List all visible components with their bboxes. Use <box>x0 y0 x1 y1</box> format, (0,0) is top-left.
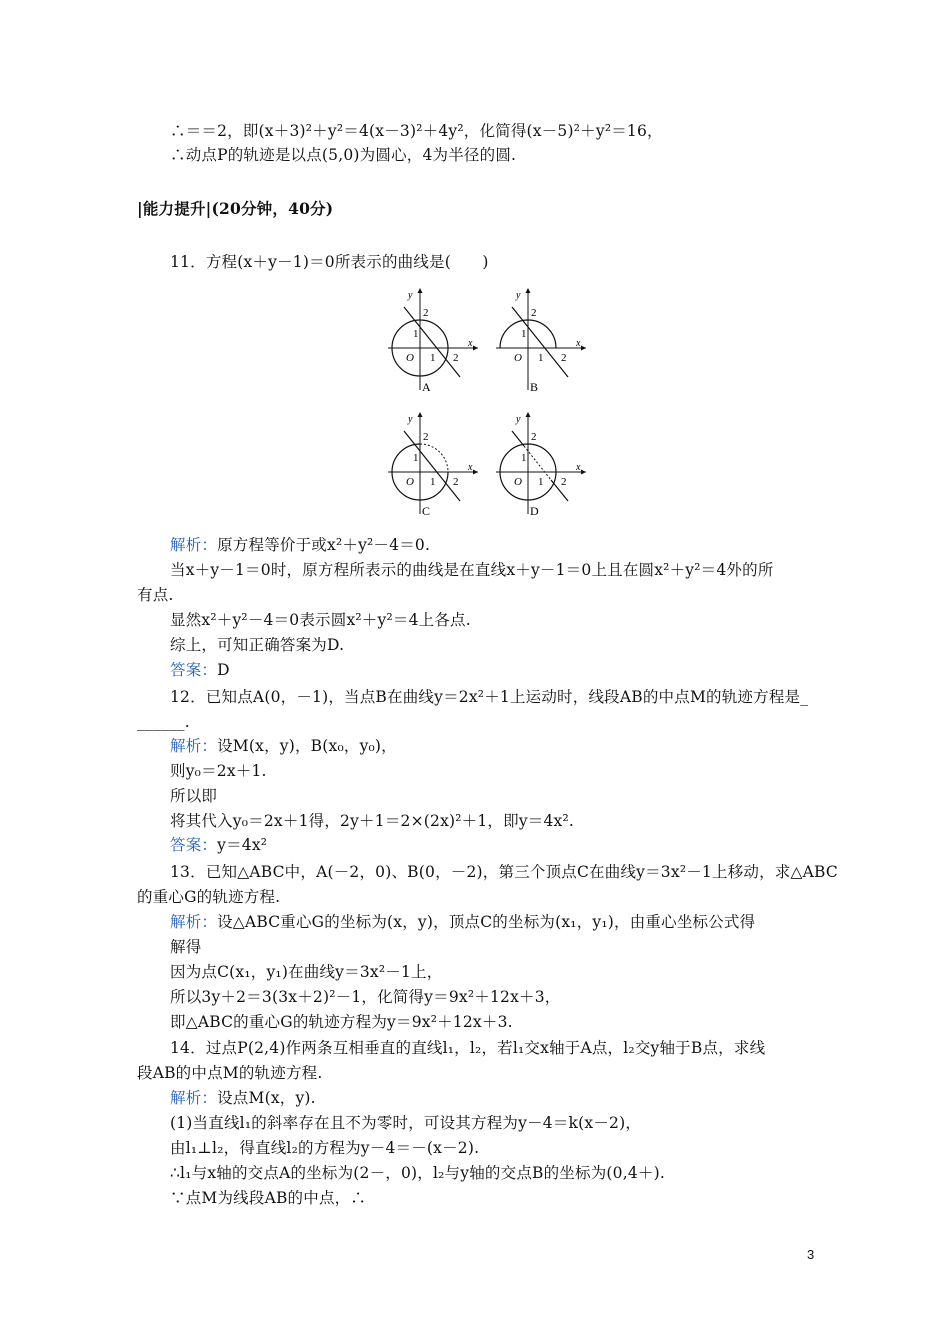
solution-label: 解析： <box>170 1089 218 1107</box>
text-line: ______. <box>137 713 190 731</box>
option-d-graph <box>496 412 586 518</box>
option-a-graph <box>388 288 478 394</box>
option-c-graph <box>388 412 478 518</box>
tick-label: 2 <box>531 307 537 319</box>
text-line: 显然x²＋y²－4＝0表示圆x²＋y²＝4上各点. <box>170 611 471 629</box>
answer-text: D <box>217 661 230 679</box>
text-line: ∵点M为线段AB的中点，∴ <box>170 1189 367 1207</box>
option-label: A <box>422 380 431 394</box>
tick-label: 2 <box>531 431 537 443</box>
axis-x-label: x <box>576 462 581 473</box>
solution-label: 解析： <box>170 913 218 931</box>
solution-text: 设点M(x，y). <box>217 1089 316 1107</box>
answer-label: 答案： <box>170 661 218 679</box>
origin-label: O <box>514 352 522 364</box>
tick-label: 2 <box>561 476 567 488</box>
answer-text: y＝4x² <box>217 836 268 854</box>
tick-label: 1 <box>430 352 436 364</box>
tick-label: 1 <box>521 328 527 340</box>
solution-line <box>170 534 430 556</box>
option-label: C <box>422 504 431 518</box>
text-line: (1)当直线l₁的斜率存在且不为零时，可设其方程为y－4＝k(x－2)， <box>170 1114 642 1132</box>
tick-label: 1 <box>413 328 419 340</box>
origin-label: O <box>406 352 414 364</box>
solution-label: 解析： <box>170 737 218 755</box>
solution-text: 设△ABC重心G的坐标为(x，y)，顶点C的坐标为(x₁，y₁)，由重心坐标公式得 <box>217 913 756 931</box>
text-line: 因为点C(x₁，y₁)在曲线y＝3x²－1上， <box>170 963 443 981</box>
axis-y-label: y <box>408 290 413 301</box>
text-line: 所以3y＋2＝3(3x＋2)²－1，化简得y＝9x²＋12x＋3， <box>170 988 561 1006</box>
text-line: ∴＝＝2，即(x＋3)²＋y²＝4(x－3)²＋4y²，化简得(x－5)²＋y²＝16， <box>170 122 663 140</box>
tick-label: 1 <box>413 452 419 464</box>
axis-x-label: x <box>468 462 473 473</box>
text-line: 则y₀＝2x＋1. <box>170 762 267 780</box>
tick-label: 1 <box>521 452 527 464</box>
option-label: B <box>530 380 539 394</box>
tick-label: 1 <box>538 476 544 488</box>
axis-y-label: y <box>516 290 521 301</box>
question-13: 13．已知△ABC中，A(－2，0)、B(0，－2)，第三个顶点C在曲线y＝3x²－1上移动，求△ABC <box>170 863 838 881</box>
solution-line <box>170 1087 316 1109</box>
question-14: 14．过点P(2,4)作两条互相垂直的直线l₁，l₂，若l₁交x轴于A点，l₂交y轴于B点，求线 <box>170 1039 766 1057</box>
solution-label: 解析： <box>170 536 218 554</box>
q11-options-figure <box>380 285 590 520</box>
tick-label: 2 <box>561 352 567 364</box>
text-line: 所以即 <box>170 787 218 805</box>
solution-text: 设M(x，y)，B(x₀，y₀)， <box>217 737 397 755</box>
text-line: 解得 <box>170 938 202 956</box>
answer-label: 答案： <box>170 836 218 854</box>
axis-y-label: y <box>516 414 521 425</box>
question-11: 11．方程(x＋y－1)＝0所表示的曲线是( ) <box>170 253 489 271</box>
solution-line <box>170 735 397 757</box>
text-line: ∴l₁与x轴的交点A的坐标为(2－，0)，l₂与y轴的交点B的坐标为(0,4＋). <box>170 1164 665 1182</box>
axis-y-label: y <box>408 414 413 425</box>
text-line: 将其代入y₀＝2x＋1得，2y＋1＝2×(2x)²＋1，即y＝4x². <box>170 812 575 830</box>
text-line: 有点. <box>137 586 174 604</box>
axis-x-label: x <box>468 338 473 349</box>
origin-label: O <box>514 476 522 488</box>
option-label: D <box>530 504 539 518</box>
tick-label: 1 <box>538 352 544 364</box>
tick-label: 2 <box>423 307 429 319</box>
answer-line <box>170 834 267 856</box>
tick-label: 2 <box>453 352 459 364</box>
text-line: 当x＋y－1＝0时，原方程所表示的曲线是在直线x＋y－1＝0上且在圆x²＋y²＝4外的所 <box>170 561 774 579</box>
origin-label: O <box>406 476 414 488</box>
section-heading: |能力提升|(20分钟，40分) <box>137 199 334 218</box>
text-line: 段AB的中点M的轨迹方程. <box>137 1064 323 1082</box>
solution-text: 原方程等价于或x²＋y²－4＝0. <box>217 536 431 554</box>
option-b-graph <box>496 288 586 394</box>
tick-label: 1 <box>430 476 436 488</box>
text-line: 由l₁⊥l₂，得直线l₂的方程为y－4＝－(x－2). <box>170 1139 480 1157</box>
text-line: 即△ABC的重心G的轨迹方程为y＝9x²＋12x＋3. <box>170 1013 513 1031</box>
question-12: 12．已知点A(0，－1)，当点B在曲线y＝2x²＋1上运动时，线段AB的中点M的轨迹方程是_ <box>170 688 809 706</box>
axis-x-label: x <box>576 338 581 349</box>
text-line: ∴动点P的轨迹是以点(5,0)为圆心，4为半径的圆. <box>170 146 517 164</box>
solution-line <box>170 911 755 933</box>
text-line: 的重心G的轨迹方程. <box>137 888 281 906</box>
tick-label: 2 <box>423 431 429 443</box>
answer-line <box>170 659 230 681</box>
page-number: 3 <box>807 1247 815 1262</box>
tick-label: 2 <box>453 476 459 488</box>
text-line: 综上，可知正确答案为D. <box>170 636 345 654</box>
